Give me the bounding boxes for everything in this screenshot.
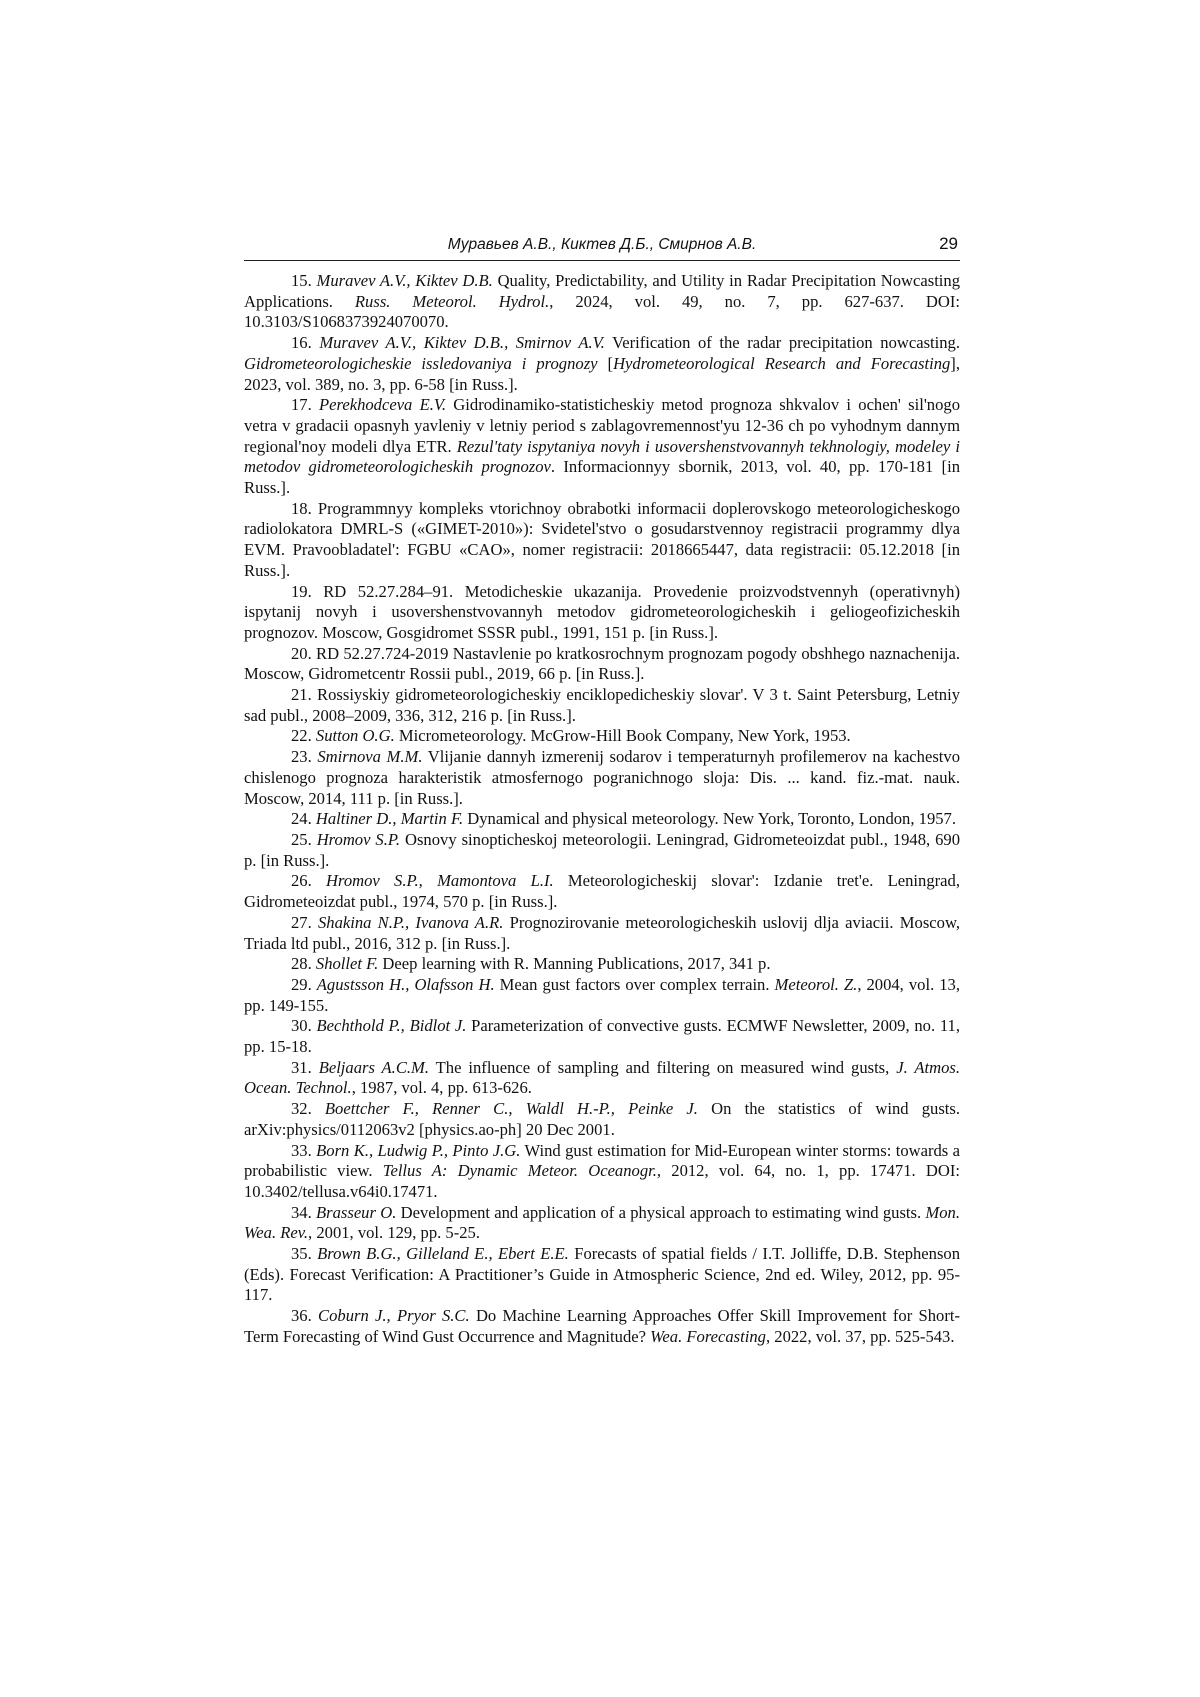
reference-text: 32.: [291, 1099, 325, 1119]
reference-item: [244, 395, 960, 499]
reference-text: Parameterization of convective gusts. ECMWF Newsletter, 2009, no. 11, pp. 15-18.: [244, 1016, 961, 1057]
reference-text: 22.: [291, 726, 316, 746]
reference-text: Mean gust factors over complex terrain.: [494, 974, 775, 994]
reference-text: Development and application of a physical approach to estimating wind gusts.: [396, 1202, 926, 1222]
reference-italic-text: Brasseur O.: [316, 1202, 397, 1222]
page-number: 29: [939, 234, 958, 253]
reference-text: Vlijanie dannyh izmerenij sodarov i temperaturnyh profilemerov na kachestvo chislenogo prognoza harakteristik atmosfernogo pogranichnogo sloja: Dis. ... kand. fiz.-mat. nauk. Moscow, 2014, 111 p. [in Russ.].: [244, 747, 960, 808]
reference-italic-text: Boettcher F., Renner C., Waldl H.-P., Peinke J.: [324, 1099, 698, 1119]
reference-text: 28.: [291, 954, 316, 974]
reference-text: 16.: [291, 333, 320, 353]
reference-text: Wind gust estimation for Mid-European winter storms: towards a probabilistic view.: [244, 1140, 961, 1181]
reference-text: , 2004, vol. 13, pp. 149-155.: [244, 974, 960, 1015]
reference-text: [: [597, 353, 614, 373]
reference-text: Quality, Predictability, and Utility in Radar Precipitation Nowcasting Applications.: [244, 271, 961, 311]
reference-text: 25.: [291, 829, 317, 849]
reference-item: [244, 809, 960, 830]
reference-text: , 2001, vol. 129, pp. 5-25.: [308, 1223, 480, 1243]
reference-item: [244, 1099, 960, 1140]
reference-text: . Informacionnyy sbornik, 2013, vol. 40, pp. 170-181 [in Russ.].: [244, 457, 960, 498]
reference-italic-text: Born K., Ludwig P., Pinto J.G.: [316, 1140, 521, 1160]
reference-italic-text: Sutton O.G.: [315, 726, 395, 746]
reference-item: [244, 333, 960, 395]
reference-italic-text: Shollet F.: [315, 954, 379, 974]
reference-text: Forecasts of spatial fields / I.T. Jolliffe, D.B. Stephenson (Eds). Forecast Verification: A Practitioner’s Guide in Atmospheric Science, 2nd ed. Wiley, 2012, pp. 95-117.: [244, 1244, 961, 1305]
reference-italic-text: Shakina N.P., Ivanova A.R.: [317, 912, 504, 932]
reference-text: 36.: [291, 1306, 319, 1326]
reference-item: [244, 747, 960, 809]
reference-text: 29.: [291, 974, 317, 994]
reference-item: [244, 1016, 960, 1057]
reference-item: [244, 499, 960, 582]
reference-italic-text: Gidrometeorologicheskie issledovaniya i prognozy: [244, 353, 598, 373]
reference-italic-text: Muravev A.V., Kiktev D.B., Smirnov A.V.: [319, 333, 605, 353]
reference-text: Verification of the radar precipitation nowcasting.: [604, 333, 960, 353]
reference-text: Osnovy sinopticheskoj meteorologii. Leningrad, Gidrometeoizdat publ., 1948, 690 p. [in Russ.].: [244, 829, 960, 870]
reference-italic-text: Coburn J., Pryor S.C.: [318, 1306, 470, 1326]
reference-text: Dynamical and physical meteorology. New York, Toronto, London, 1957.: [463, 809, 956, 829]
reference-italic-text: Beljaars A.C.M.: [318, 1057, 430, 1077]
reference-text: Gidrodinamiko-statisticheskiy metod prognoza shkvalov i ochen' sil'nogo vetra v gradacii opasnyh yavleniy v letniy period s zablagovremennost'yu 12-36 ch po vyhodnym dannym regional'noy modeli dlya ETR.: [244, 395, 960, 456]
reference-text: 26.: [291, 871, 327, 891]
reference-item: [244, 726, 960, 747]
reference-text: 19. RD 52.27.284–91. Metodicheskie ukazanija. Provedenie proizvodstvennyh (operativnyh) ispytanij novyh i usovershenstvovannyh metodov gidrometeorologicheskih i geliogeofizicheskih prognozov. Moscow, Gosgidromet SSSR publ., 1991, 151 p. [in Russ.].: [244, 581, 960, 642]
reference-item: [244, 271, 960, 333]
reference-italic-text: Hromov S.P., Mamontova L.I.: [326, 871, 554, 891]
reference-text: Micrometeorology. McGrow-Hill Book Company, New York, 1953.: [394, 726, 851, 746]
reference-text: , 1987, vol. 4, pp. 613-626.: [351, 1078, 532, 1098]
reference-text: 30.: [291, 1016, 317, 1036]
page: [244, 234, 960, 1348]
reference-text: On the statistics of wind gusts. arXiv:physics/0112063v2 [physics.ao-ph] 20 Dec 2001.: [244, 1099, 960, 1139]
reference-item: [244, 685, 960, 726]
reference-italic-text: Haltiner D., Martin F.: [315, 809, 464, 829]
reference-item: [244, 871, 960, 912]
reference-text: 21. Rossiyskiy gidrometeorologicheskiy enciklopedicheskiy slovar'. V 3 t. Saint Petersburg, Letniy sad publ., 2008–2009, 336, 312, 216 p. [in Russ.].: [244, 685, 960, 725]
reference-text: , 2012, vol. 64, no. 1, pp. 17471. DOI: 10.3402/tellusa.v64i0.17471.: [244, 1161, 961, 1201]
reference-italic-text: Agustsson H., Olafsson H.: [316, 974, 495, 994]
reference-item: [244, 1141, 960, 1203]
reference-text: The influence of sampling and filtering on measured wind gusts,: [429, 1057, 897, 1077]
reference-italic-text: Perekhodceva E.V.: [319, 395, 447, 415]
reference-italic-text: Rezul'taty ispytaniya novyh i usovershenstvovannyh tekhnologiy, modeley i metodov gidrometeorologicheskih prognozov: [244, 436, 960, 477]
reference-text: 27.: [291, 912, 318, 932]
reference-italic-text: Brown B.G., Gilleland E., Ebert E.E.: [317, 1244, 569, 1264]
reference-text: Deep learning with R. Manning Publications, 2017, 341 p.: [378, 954, 771, 974]
reference-text: , 2022, vol. 37, pp. 525-543.: [765, 1326, 955, 1346]
reference-italic-text: J. Atmos. Ocean. Technol.: [244, 1057, 960, 1098]
reference-italic-text: Tellus A: Dynamic Meteor. Oceanogr.: [382, 1161, 657, 1181]
reference-italic-text: Wea. Forecasting: [650, 1326, 766, 1346]
reference-italic-text: Bechthold P., Bidlot J.: [316, 1016, 467, 1036]
reference-text: 20. RD 52.27.724-2019 Nastavlenie po kratkosrochnym prognozam pogody obshhego naznachenija. Moscow, Gidrometcentr Rossii publ., 2019, 66 p. [in Russ.].: [244, 643, 960, 684]
running-head: [244, 234, 960, 261]
reference-text: 17.: [291, 395, 319, 415]
reference-italic-text: Muravev A.V., Kiktev D.B.: [316, 271, 493, 290]
reference-text: ], 2023, vol. 389, no. 3, pp. 6-58 [in Russ.].: [244, 353, 960, 394]
reference-text: 18. Programmnyy kompleks vtorichnoy obrabotki informacii doplerovskogo meteorologicheskogo radiolokatora DMRL-S («GIMET-2010»): Svidetel'stvo o gosudarstvennoy registracii programmy dlya EVM. Pravoobladatel': FGBU «CAO», nomer registracii: 2018665447, data registracii: 05.12.2018 [in Russ.].: [244, 498, 960, 580]
reference-text: 33.: [291, 1140, 317, 1160]
reference-item: [244, 1058, 960, 1099]
reference-text: 15.: [291, 271, 317, 290]
reference-item: [244, 1244, 960, 1306]
reference-italic-text: Russ. Meteorol. Hydrol.: [354, 291, 550, 311]
reference-text: 35.: [291, 1244, 318, 1264]
reference-item: [244, 913, 960, 954]
reference-italic-text: Mon. Wea. Rev.: [244, 1202, 960, 1243]
reference-italic-text: Hromov S.P.: [316, 829, 401, 849]
reference-italic-text: Meteorol. Z.: [774, 974, 858, 994]
reference-item: [244, 954, 960, 975]
reference-text: 34.: [291, 1202, 317, 1222]
reference-item: [244, 830, 960, 871]
running-head-authors: Муравьев А.В., Киктев Д.Б., Смирнов А.В.: [447, 236, 757, 253]
reference-text: Do Machine Learning Approaches Offer Skill Improvement for Short-Term Forecasting of Wind Gust Occurrence and Magnitude?: [244, 1306, 961, 1346]
reference-text: 23.: [291, 747, 318, 767]
reference-italic-text: Smirnova M.M.: [317, 747, 423, 767]
reference-text: , 2024, vol. 49, no. 7, pp. 627-637. DOI: 10.3103/S1068373924070070.: [244, 291, 960, 332]
reference-item: [244, 644, 960, 685]
reference-item: [244, 582, 960, 644]
reference-item: [244, 1306, 960, 1347]
reference-text: Meteorologicheskij slovar': Izdanie tret'e. Leningrad, Gidrometeoizdat publ., 1974, 570 p. [in Russ.].: [244, 871, 960, 912]
reference-text: Prognozirovanie meteorologicheskih uslovij dlja aviacii. Moscow, Triada ltd publ., 2016, 312 p. [in Russ.].: [244, 912, 960, 953]
reference-text: 24.: [291, 809, 316, 829]
reference-item: [244, 975, 960, 1016]
reference-text: 31.: [291, 1057, 319, 1077]
reference-italic-text: Hydrometeorological Research and Forecasting: [613, 353, 951, 373]
reference-list: [244, 271, 960, 1348]
reference-item: [244, 1203, 960, 1244]
